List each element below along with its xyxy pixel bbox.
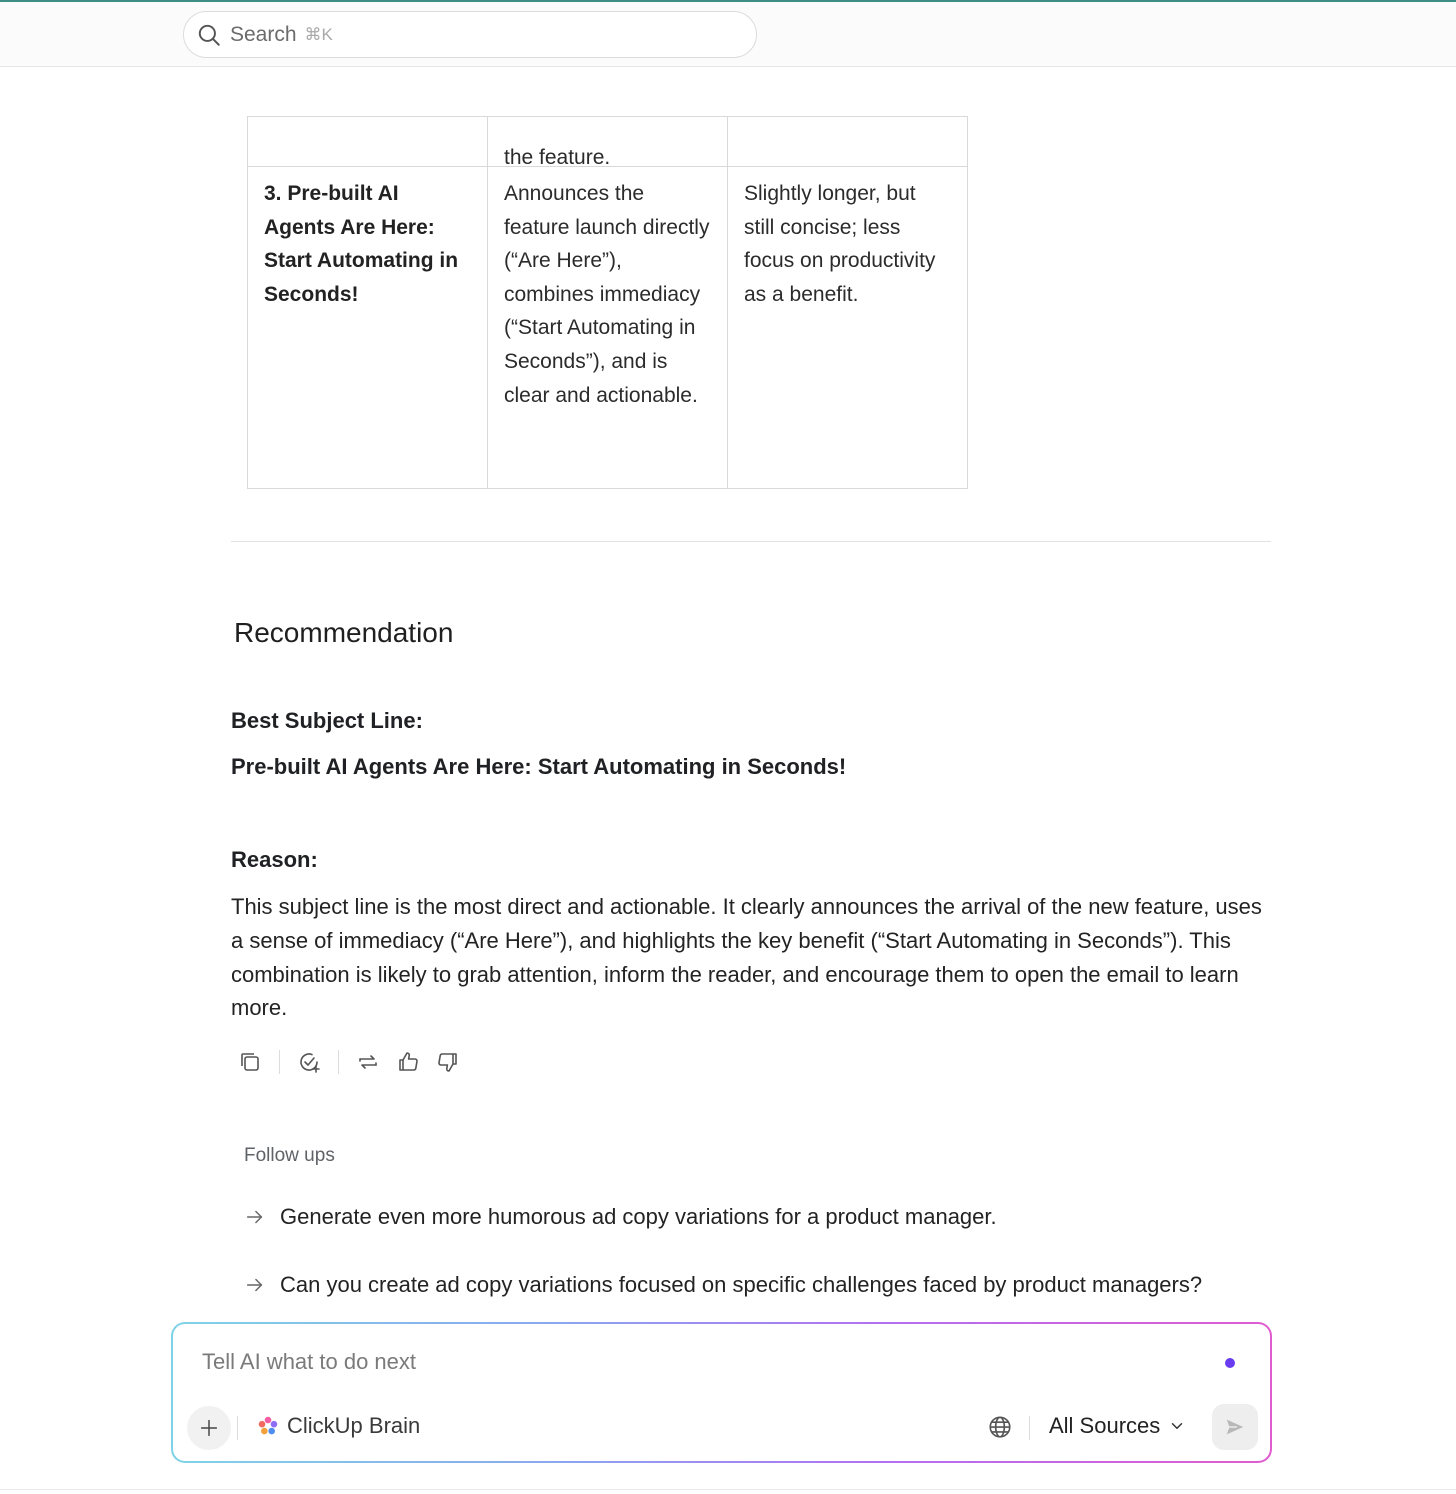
composer-body — [173, 1324, 1270, 1461]
send-button[interactable] — [1212, 1404, 1258, 1450]
subject-line-cell: 3. Pre-built AI Agents Are Here: Start Automating in Seconds! — [248, 167, 488, 489]
follow-up-item[interactable] — [244, 1204, 997, 1230]
search-input[interactable] — [183, 11, 757, 58]
toolbar-separator — [237, 1416, 238, 1440]
comparison-table — [247, 116, 968, 489]
create-task-button[interactable] — [296, 1049, 322, 1075]
section-divider — [231, 541, 1271, 542]
follow-up-item[interactable] — [244, 1272, 1202, 1298]
table-cell — [728, 117, 968, 167]
plus-icon — [198, 1417, 220, 1439]
clickup-brain-icon — [257, 1415, 279, 1437]
search-icon — [196, 22, 222, 48]
best-subject-label: Best Subject Line: — [231, 708, 423, 733]
thumbs-up-button[interactable] — [395, 1049, 421, 1075]
toolbar-separator — [1029, 1416, 1030, 1440]
table-row — [248, 167, 968, 489]
clipped-cell-text: the feature. — [504, 146, 611, 167]
best-subject-line: Pre-built AI Agents Are Here: Start Automating in Seconds! — [231, 754, 847, 779]
clickup-brain-selector[interactable] — [257, 1413, 420, 1439]
chevron-down-icon — [1168, 1417, 1186, 1435]
table-row — [248, 117, 968, 167]
globe-icon[interactable] — [987, 1414, 1013, 1440]
recommendation-heading: Recommendation — [234, 617, 454, 648]
prompt-input[interactable]: Tell AI what to do next — [202, 1349, 417, 1374]
reason-text: This subject line is the most direct and actionable. It clearly announces the arrival of the new feature, uses a sense of immediacy (“Are Here”), and highlights the key benefit (“Start Automating in Seconds”). This combination is likely to grab attention, inform the reader, and encourage them to open the email to learn more. — [231, 894, 1262, 1021]
reason-label: Reason: — [231, 847, 318, 872]
chat-content — [0, 68, 1456, 1298]
bottom-border — [0, 1489, 1456, 1490]
follow-up-text: Can you create ad copy variations focused on specific challenges faced by product managers? — [280, 1272, 1203, 1297]
action-separator — [338, 1050, 339, 1074]
response-actions — [237, 1048, 461, 1076]
table-cell — [248, 117, 488, 167]
thumbs-down-button[interactable] — [435, 1049, 461, 1075]
brain-label: ClickUp Brain — [287, 1413, 421, 1438]
add-attachment-button[interactable] — [187, 1406, 231, 1450]
search-placeholder: Search — [230, 22, 297, 46]
analysis-cell: Announces the feature launch directly (“Are Here”), combines immediacy (“Start Automating in Seconds”), and is clear and actionable. — [488, 167, 728, 489]
action-separator — [279, 1050, 280, 1074]
create-task-icon — [297, 1050, 321, 1074]
arrow-right-icon — [244, 1274, 266, 1296]
top-bar — [0, 2, 1456, 67]
send-icon — [1224, 1416, 1246, 1438]
copy-button[interactable] — [237, 1049, 263, 1075]
notes-cell: Slightly longer, but still concise; less focus on productivity as a benefit. — [728, 167, 968, 489]
follow-ups-label: Follow ups — [244, 1145, 335, 1166]
arrow-right-icon — [244, 1206, 266, 1228]
thumbs-down-icon — [436, 1050, 460, 1074]
follow-up-text: Generate even more humorous ad copy variations for a product manager. — [280, 1204, 997, 1229]
ai-composer — [171, 1322, 1272, 1463]
sources-label: All Sources — [1049, 1413, 1161, 1438]
thumbs-up-icon — [396, 1050, 420, 1074]
status-dot — [1225, 1358, 1235, 1368]
regenerate-button[interactable] — [355, 1049, 381, 1075]
copy-icon — [238, 1050, 262, 1074]
sources-dropdown[interactable] — [1049, 1413, 1186, 1439]
search-shortcut: ⌘K — [304, 24, 333, 44]
regenerate-icon — [356, 1050, 380, 1074]
table-cell — [488, 117, 728, 167]
